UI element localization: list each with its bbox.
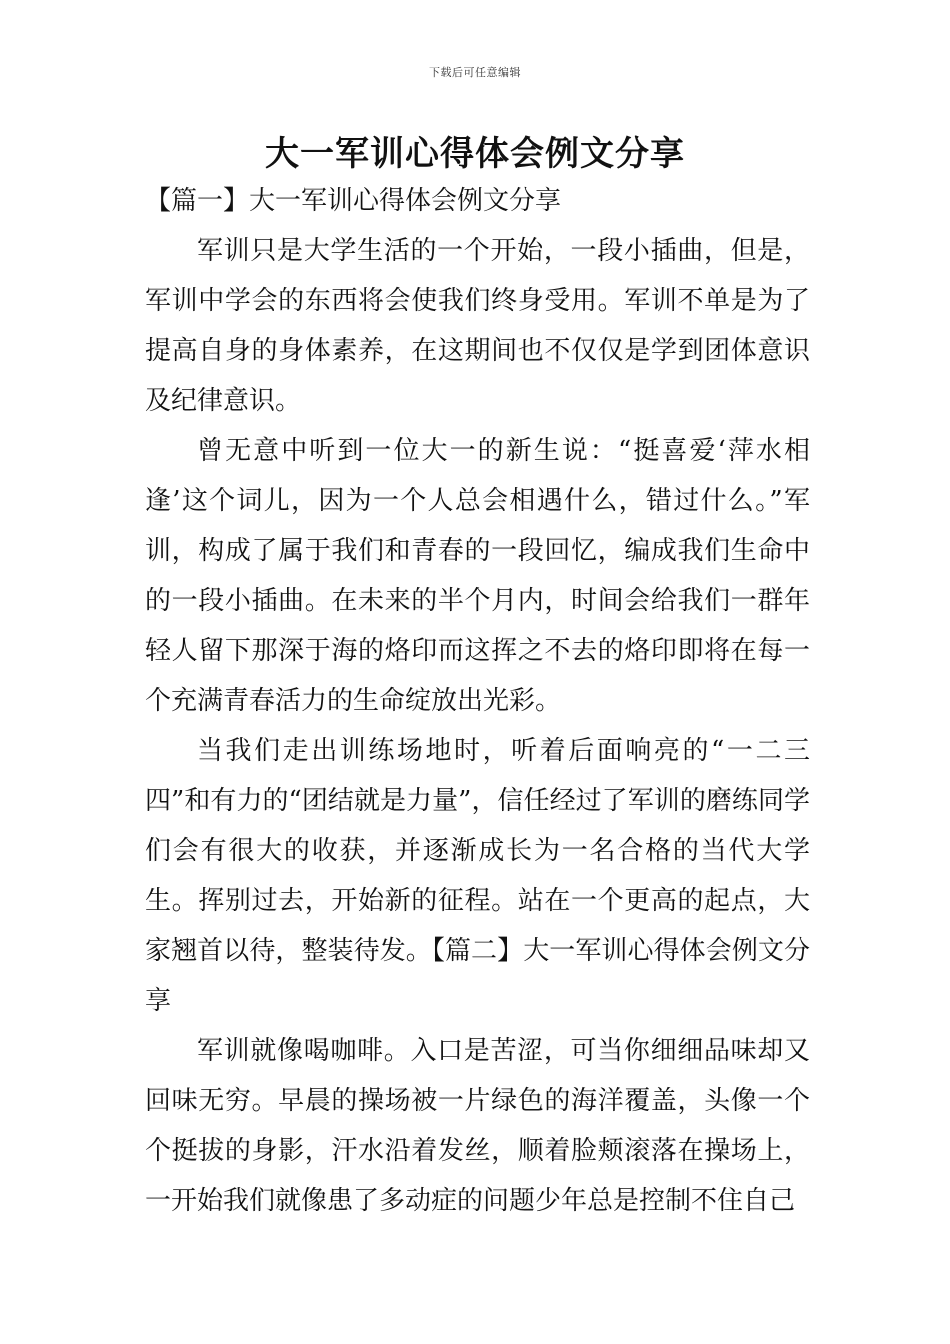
paragraph-4: 军训就像喝咖啡。入口是苦涩，可当你细细品味却又回味无穷。早晨的操场被一片绿色的海洋覆盖，头像一个个挺拔的身影，汗水沿着发丝，顺着脸颊滚落在操场上，一开始我们就像患了多动症的问题少年总是控制不住自己: [145, 1036, 810, 1216]
section-heading: 【篇一】大一军训心得体会例文分享: [145, 186, 562, 216]
header-note: 下载后可任意编辑: [429, 66, 521, 79]
document-body: [145, 176, 810, 1226]
document-title: 大一军训心得体会例文分享: [265, 134, 685, 174]
paragraph-2: 曾无意中听到一位大一的新生说：“挺喜爱‘萍水相逢’这个词儿，因为一个人总会相遇什么，错过什么。”军训，构成了属于我们和青春的一段回忆，编成我们生命中的一段小插曲。在未来的半个月内，时间会给我们一群年轻人留下那深于海的烙印而这挥之不去的烙印即将在每一个充满青春活力的生命绽放出光彩。: [145, 436, 810, 716]
paragraph-1: 军训只是大学生活的一个开始，一段小插曲，但是，军训中学会的东西将会使我们终身受用。军训不单是为了提高自身的身体素养，在这期间也不仅仅是学到团体意识及纪律意识。: [145, 236, 810, 416]
paragraph-3: 当我们走出训练场地时，听着后面响亮的“一二三四”和有力的“团结就是力量”，信任经过了军训的磨练同学们会有很大的收获，并逐渐成长为一名合格的当代大学生。挥别过去，开始新的征程。站在一个更高的起点，大家翘首以待，整装待发。【篇二】大一军训心得体会例文分享: [145, 736, 810, 1016]
